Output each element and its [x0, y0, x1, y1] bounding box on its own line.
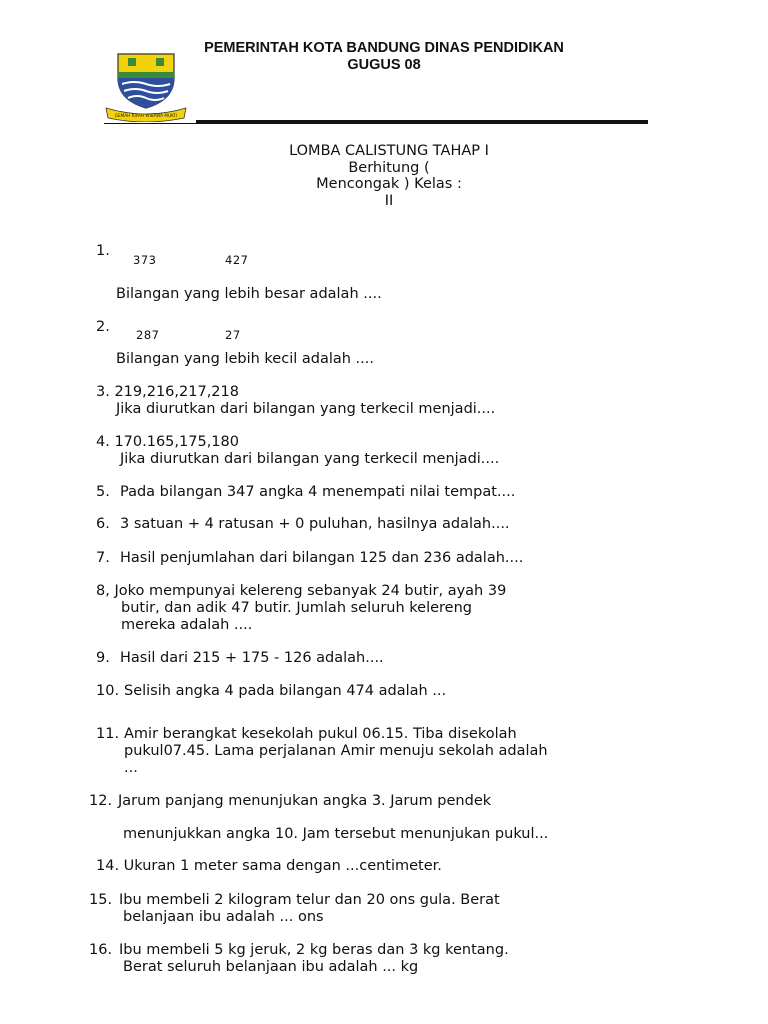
q7-number: 7.: [96, 550, 110, 566]
q8-line-3: mereka adalah ....: [121, 617, 253, 633]
header-subtitle: GUGUS 08: [347, 57, 421, 73]
q1-value-a: 373: [133, 253, 157, 267]
q14-line-1: 14. Ukuran 1 meter sama dengan ...centimeter.: [96, 858, 442, 874]
q9-number: 9.: [96, 650, 110, 666]
title-line-3: Mencongak ) Kelas :: [316, 176, 462, 192]
q16-line-1: Ibu membeli 5 kg jeruk, 2 kg beras dan 3 kg kentang.: [119, 942, 509, 958]
q1-text: Bilangan yang lebih besar adalah ....: [116, 286, 382, 302]
q15-line-2: belanjaan ibu adalah ... ons: [123, 909, 324, 925]
q7-text: Hasil penjumlahan dari bilangan 125 dan 236 adalah....: [120, 550, 524, 566]
q1-value-b: 427: [225, 253, 249, 267]
q3-line-1: 3. 219,216,217,218: [96, 384, 239, 400]
q11-line-3: ...: [124, 760, 138, 776]
q16-number: 16.: [89, 942, 113, 958]
q5-text: Pada bilangan 347 angka 4 menempati nilai tempat....: [120, 484, 516, 500]
q15-number: 15.: [89, 892, 113, 908]
q6-text: 3 satuan + 4 ratusan + 0 puluhan, hasilnya adalah....: [120, 516, 510, 532]
header-rule-thin: [104, 123, 196, 124]
city-emblem-logo: [104, 50, 188, 122]
q12-line-1: Jarum panjang menunjukan angka 3. Jarum pendek: [118, 793, 492, 809]
q4-line-1: 4. 170.165,175,180: [96, 434, 239, 450]
q8-line-2: butir, dan adik 47 butir. Jumlah seluruh kelereng: [121, 600, 472, 616]
header-title: PEMERINTAH KOTA BANDUNG DINAS PENDIDIKAN: [204, 40, 564, 56]
q12-number: 12.: [89, 793, 113, 809]
q11-line-2: pukul07.45. Lama perjalanan Amir menuju sekolah adalah: [124, 743, 548, 759]
title-line-2: Berhitung (: [348, 160, 430, 176]
q11-number: 11.: [96, 726, 120, 742]
q2-value-a: 287: [136, 328, 160, 342]
q10-text: Selisih angka 4 pada bilangan 474 adalah ...: [124, 683, 447, 699]
q11-line-1: Amir berangkat kesekolah pukul 06.15. Tiba disekolah: [124, 726, 517, 742]
q5-number: 5.: [96, 484, 110, 500]
q3-line-2: Jika diurutkan dari bilangan yang terkecil menjadi....: [116, 401, 496, 417]
q4-line-2: Jika diurutkan dari bilangan yang terkecil menjadi....: [120, 451, 500, 467]
q8-line-1: 8, Joko mempunyai kelereng sebanyak 24 butir, ayah 39: [96, 583, 507, 599]
q10-number: 10.: [96, 683, 120, 699]
q16-line-2: Berat seluruh belanjaan ibu adalah ... kg: [123, 959, 419, 975]
title-line-1: LOMBA CALISTUNG TAHAP I: [289, 143, 489, 159]
q2-text: Bilangan yang lebih kecil adalah ....: [116, 351, 374, 367]
q6-number: 6.: [96, 516, 110, 532]
q9-text: Hasil dari 215 + 175 - 126 adalah....: [120, 650, 384, 666]
q1-number: 1.: [96, 243, 110, 259]
q12-line-2: menunjukkan angka 10. Jam tersebut menunjukan pukul...: [123, 826, 549, 842]
q2-value-b: 27: [225, 328, 241, 342]
q2-number: 2.: [96, 319, 110, 335]
logo-motto: GEMAH RIPAH WIBAWA MUKTI: [114, 113, 178, 118]
q15-line-1: Ibu membeli 2 kilogram telur dan 20 ons gula. Berat: [119, 892, 500, 908]
title-line-4: II: [384, 193, 394, 209]
header-rule-thick: [196, 120, 648, 124]
